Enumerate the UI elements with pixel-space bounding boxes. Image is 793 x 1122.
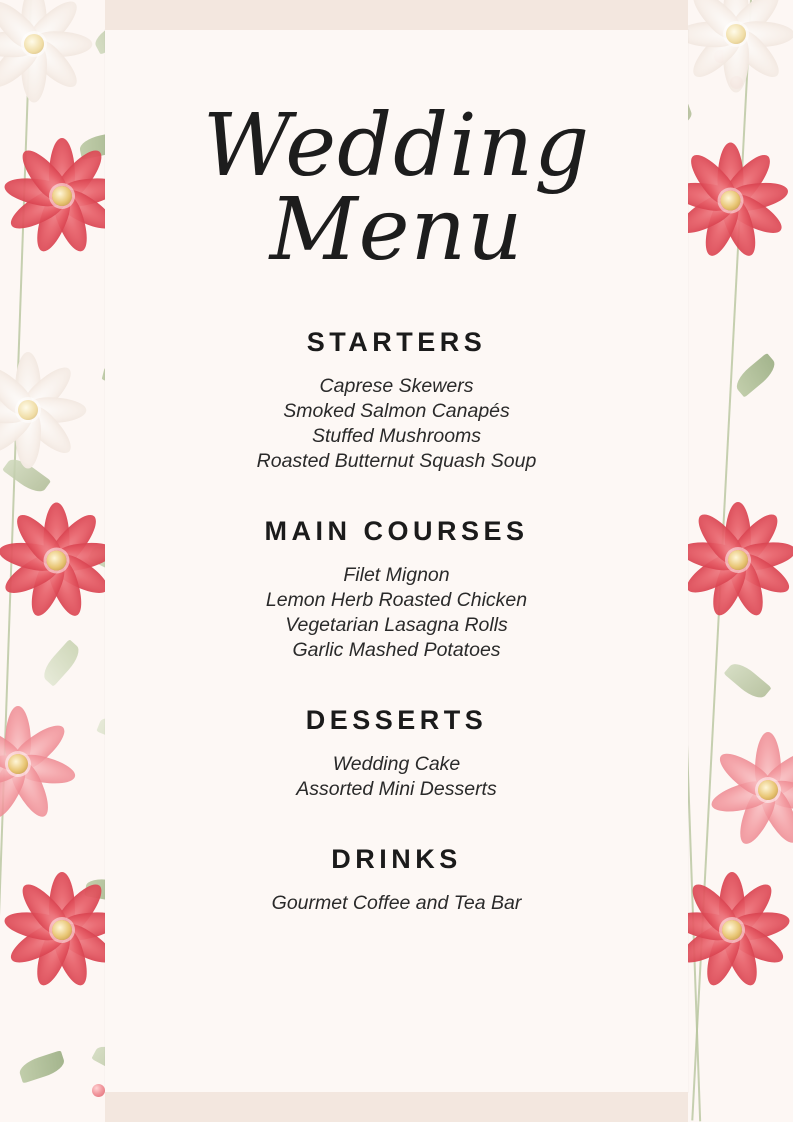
menu-section-starters: [105, 327, 688, 474]
list-item: Stuffed Mushrooms: [311, 424, 482, 447]
sage-leaf: [724, 658, 772, 703]
menu-card: [105, 30, 688, 1092]
page-title: [105, 30, 688, 281]
section-heading: DESSERTS: [305, 704, 488, 735]
pink-flower: [698, 720, 793, 860]
list-item: Assorted Mini Desserts: [296, 777, 497, 800]
list-item: Smoked Salmon Canapés: [283, 399, 510, 422]
list-item: Vegetarian Lasagna Rolls: [285, 613, 508, 636]
list-item: Lemon Herb Roasted Chicken: [265, 588, 528, 611]
white-poinsettia-flower: [0, 0, 109, 119]
bottom-margin-band: [105, 1092, 688, 1122]
section-heading: DRINKS: [331, 843, 462, 874]
menu-section-drinks: [105, 844, 688, 916]
list-item: Wedding Cake: [332, 752, 461, 775]
pink-berry: [92, 1084, 105, 1097]
section-heading: MAIN COURSES: [264, 515, 529, 546]
title-line-2: Menu: [269, 180, 524, 281]
list-item: Filet Mignon: [343, 563, 450, 586]
menu-sections: [105, 327, 688, 916]
section-item-list: [105, 752, 688, 802]
section-item-list: [105, 374, 688, 474]
top-margin-band: [105, 0, 688, 30]
title-line-1: Wedding: [202, 96, 591, 196]
list-item: Caprese Skewers: [319, 374, 474, 397]
sage-leaf: [732, 353, 780, 398]
section-heading: STARTERS: [306, 326, 487, 357]
sage-leaf: [17, 1050, 67, 1083]
section-item-list: [105, 563, 688, 663]
list-item: Gourmet Coffee and Tea Bar: [271, 891, 522, 914]
section-item-list: [105, 891, 688, 916]
pink-flower: [0, 694, 88, 834]
white-poinsettia-flower: [0, 335, 103, 485]
menu-section-desserts: [105, 705, 688, 802]
list-item: Garlic Mashed Potatoes: [292, 638, 501, 661]
list-item: Roasted Butternut Squash Soup: [256, 449, 537, 472]
menu-section-main-courses: [105, 516, 688, 663]
